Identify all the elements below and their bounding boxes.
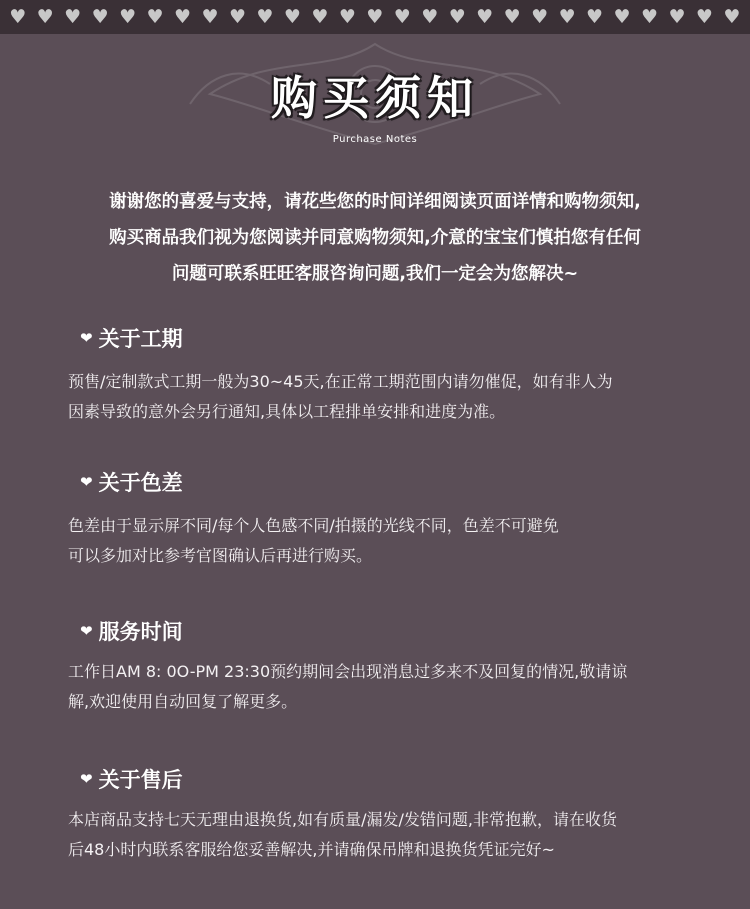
section-line: 因素导致的意外会另行通知,具体以工程排单安排和进度为准。: [68, 402, 506, 421]
heart-icon: ♥: [613, 5, 631, 28]
heart-icon: ♥: [393, 5, 411, 28]
section-line: 工作日AM 8: 0O-PM 23:30预约期间会出现消息过多来不及回复的情况,敬请谅: [68, 662, 628, 681]
heart-icon: ♥: [448, 5, 466, 28]
section-line: 后48小时内联系客服给您妥善解决,并请确保吊牌和退换货凭证完好~: [68, 840, 555, 859]
heart-icon: ♥: [64, 5, 82, 28]
section-heading-label: 关于工期: [98, 327, 183, 351]
heart-icon: ♥: [640, 5, 659, 28]
heart-icon: ♥: [531, 5, 549, 28]
heart-icon: ♥: [338, 5, 356, 28]
heart-icon: ♥: [668, 5, 686, 28]
intro-line: 购买商品我们视为您阅读并同意购物须知,介意的宝宝们慎拍您有任何: [109, 228, 641, 248]
section-line: 解,欢迎使用自动回复了解更多。: [68, 692, 298, 711]
heart-icon: ♥: [558, 5, 576, 28]
section-heading-after-sales: [80, 764, 183, 794]
heart-icon: ♥: [36, 5, 54, 28]
heart-icon: ❤: [80, 622, 93, 640]
intro-line: 谢谢您的喜爱与支持，请花些您的时间详细阅读页面详情和购物须知,: [109, 192, 641, 212]
heart-icon: ♥: [503, 5, 521, 28]
section-line: 本店商品支持七天无理由退换货,如有质量/漏发/发错问题,非常抱歉，请在收货: [68, 810, 617, 829]
heart-icon: ♥: [256, 5, 274, 28]
heart-icon: ❤: [80, 770, 93, 788]
heart-icon: ♥: [228, 5, 246, 28]
heart-icon: ♥: [174, 5, 192, 28]
heart-icon: ♥: [311, 5, 329, 28]
intro-text: [40, 184, 710, 292]
heart-icon: ♥: [91, 5, 109, 28]
section-heading-lead-time: [80, 323, 183, 353]
section-body-after-sales: [68, 805, 708, 865]
section-line: 预售/定制款式工期一般为30~45天,在正常工期范围内请勿催促，如有非人为: [68, 372, 613, 391]
heart-border-strip: [0, 0, 750, 34]
section-heading-label: 关于售后: [98, 768, 183, 792]
section-line: 色差由于显示屏不同/每个人色感不同/拍摄的光线不同，色差不可避免: [68, 516, 559, 535]
heart-icon: ♥: [586, 5, 604, 28]
heart-icon: ♥: [119, 5, 137, 28]
section-body-lead-time: [68, 367, 708, 427]
section-heading-color-difference: [80, 467, 183, 497]
section-heading-label: 服务时间: [98, 620, 183, 644]
heart-icon: ♥: [723, 5, 741, 28]
heart-icon: ♥: [366, 5, 384, 28]
section-body-color-difference: [68, 511, 708, 571]
heart-icon: ♥: [695, 5, 713, 28]
section-body-service-hours: [68, 657, 708, 717]
heart-icon: ♥: [201, 5, 219, 28]
page-title: 购买须知: [271, 71, 479, 125]
heart-icon: ❤: [80, 329, 93, 347]
heart-icon: ♥: [146, 5, 164, 28]
heart-icon: ❤: [80, 473, 93, 491]
section-heading-service-hours: [80, 616, 183, 646]
heart-icon: ♥: [9, 5, 27, 28]
heart-icon: ♥: [421, 5, 439, 28]
heart-icon: ♥: [476, 5, 494, 28]
heart-icon: ♥: [283, 5, 301, 28]
section-heading-label: 关于色差: [98, 471, 183, 495]
page-subtitle: Purchase Notes: [332, 134, 418, 145]
section-line: 可以多加对比参考官图确认后再进行购买。: [68, 546, 373, 565]
intro-line: 问题可联系旺旺客服咨询问题,我们一定会为您解决~: [171, 264, 579, 284]
